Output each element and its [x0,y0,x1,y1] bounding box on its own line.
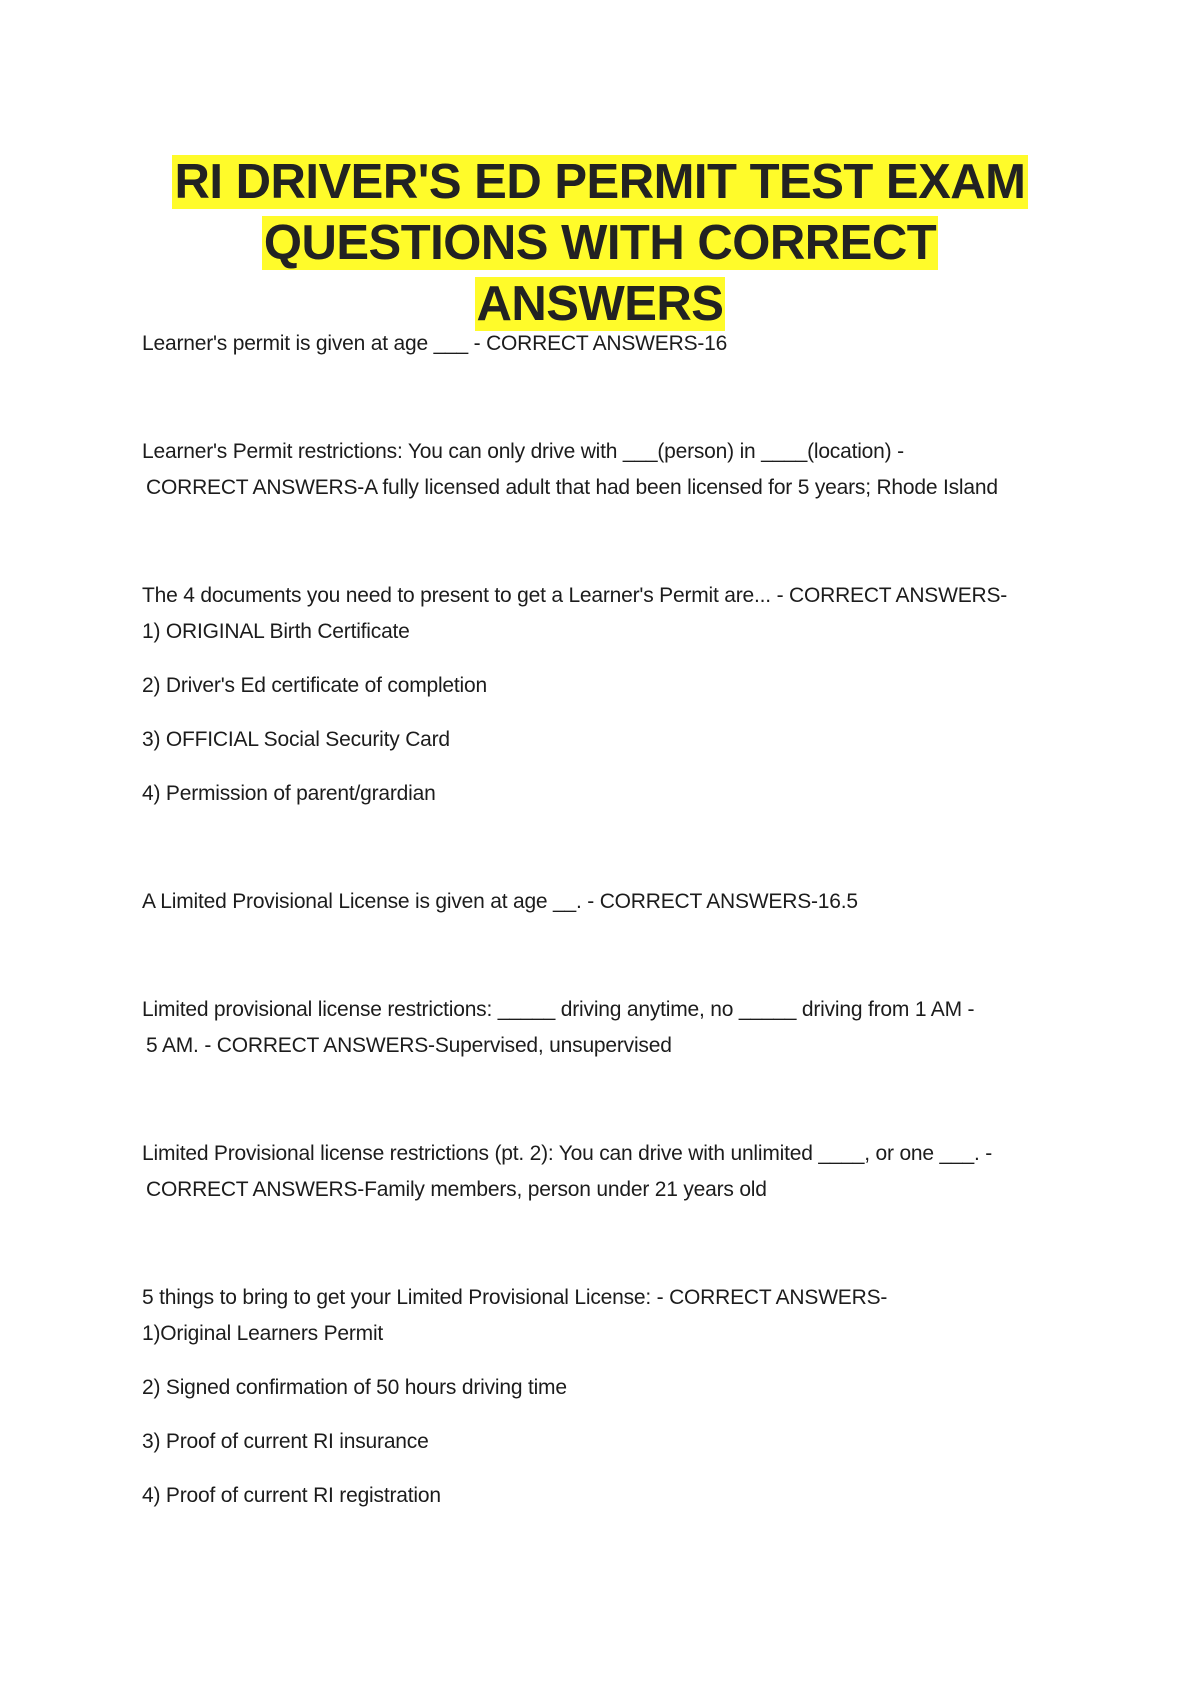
question-item [142,1280,1042,1514]
answer-subitem: 3) OFFICIAL Social Security Card [142,728,450,751]
answer-text: CORRECT ANSWERS-Family members, person under 21 years old [146,1178,767,1201]
answer-subitem: 2) Driver's Ed certificate of completion [142,674,487,697]
question-text: Limited Provisional license restrictions (pt. 2): You can drive with unlimited ____, or one ___. - [142,1142,993,1165]
question-item [142,1136,1042,1208]
question-item [142,326,1042,362]
title-line-3: ANSWERS [476,277,724,331]
question-item [142,884,1042,920]
question-text: Limited provisional license restrictions: _____ driving anytime, no _____ driving from 1 AM - [142,998,975,1021]
question-text: Learner's Permit restrictions: You can only drive with ___(person) in ____(location) - [142,440,904,463]
question-item [142,992,1042,1064]
answer-text: 1)Original Learners Permit [142,1322,384,1345]
title-line-2: QUESTIONS WITH CORRECT [263,216,937,270]
question-list [142,326,1042,1514]
question-item [142,578,1042,812]
answer-subitem: 2) Signed confirmation of 50 hours driving time [142,1376,567,1399]
answer-text: CORRECT ANSWERS-A fully licensed adult that had been licensed for 5 years; Rhode Island [146,476,998,499]
question-text: 5 things to bring to get your Limited Provisional License: - CORRECT ANSWERS- [142,1286,888,1309]
question-item [142,434,1042,506]
answer-subitem: 4) Proof of current RI registration [142,1484,441,1507]
question-text: Learner's permit is given at age ___ - CORRECT ANSWERS-16 [142,332,728,355]
answer-text: 1) ORIGINAL Birth Certificate [142,620,410,643]
answer-text: 5 AM. - CORRECT ANSWERS-Supervised, unsupervised [146,1034,672,1057]
document-title [100,152,1100,335]
question-text: The 4 documents you need to present to get a Learner's Permit are... - CORRECT ANSWERS- [142,584,1008,607]
answer-subitem: 3) Proof of current RI insurance [142,1430,429,1453]
question-text: A Limited Provisional License is given at age __. - CORRECT ANSWERS-16.5 [142,890,858,913]
title-line-1: RI DRIVER'S ED PERMIT TEST EXAM [174,155,1026,209]
answer-subitem: 4) Permission of parent/grardian [142,782,436,805]
